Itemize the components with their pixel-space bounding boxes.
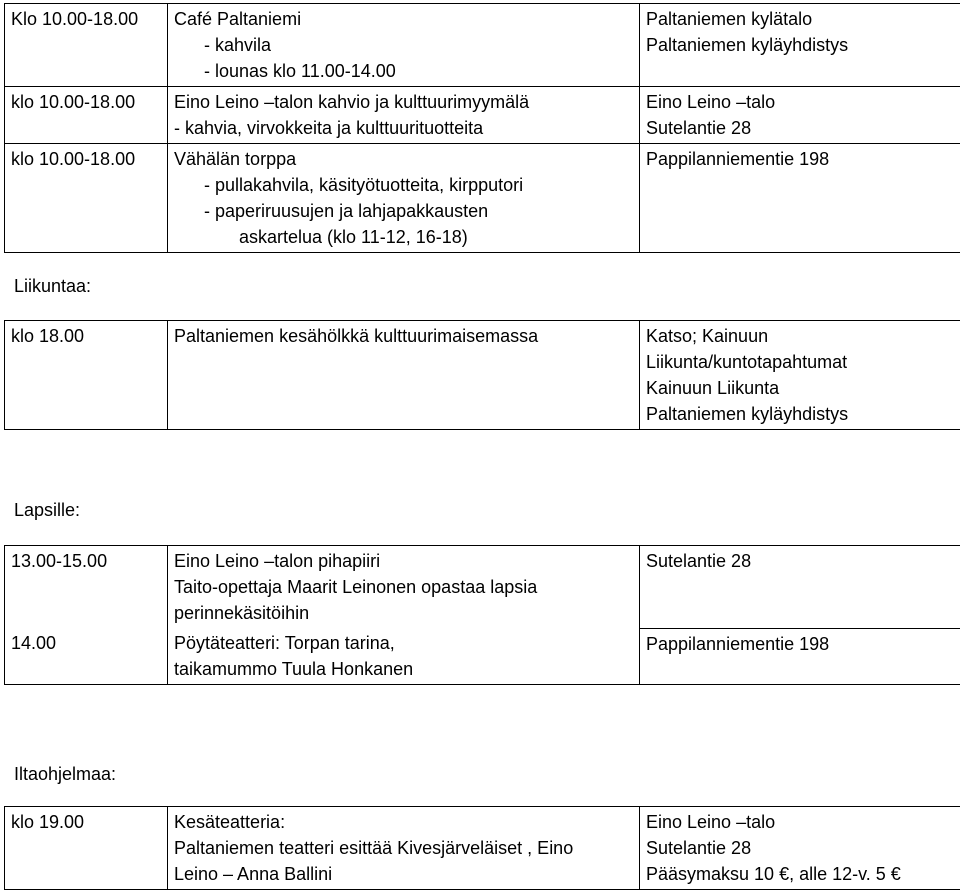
- time-cell: [5, 546, 168, 629]
- event-detail: - kahvila: [174, 32, 633, 58]
- event-title: Kesäteatteria:: [174, 809, 633, 835]
- place-line: Paltaniemen kylätalo: [646, 6, 960, 32]
- event-title: Paltaniemen kesähölkkä kulttuurimaisemassa: [174, 323, 633, 349]
- event-time: klo 18.00: [11, 323, 161, 349]
- place-line: Sutelantie 28: [646, 548, 960, 574]
- event-title: Eino Leino –talon pihapiiri: [174, 548, 633, 574]
- place-line: Sutelantie 28: [646, 835, 960, 861]
- time-cell: [5, 628, 168, 685]
- table-row: [5, 321, 960, 430]
- description-cell: [168, 87, 640, 144]
- event-title: Eino Leino –talon kahvio ja kulttuurimyymälä: [174, 89, 633, 115]
- place-cell: [640, 807, 960, 890]
- table-row: [5, 144, 960, 253]
- event-detail: - paperiruusujen ja lahjapakkausten: [174, 198, 633, 224]
- table-row: [5, 628, 960, 685]
- place-line: Eino Leino –talo: [646, 89, 960, 115]
- event-detail: askartelua (klo 11-12, 16-18): [174, 224, 633, 250]
- place-cell: [640, 144, 960, 253]
- event-detail: Leino – Anna Ballini: [174, 861, 633, 887]
- event-title: Vähälän torppa: [174, 146, 633, 172]
- place-line: Pappilanniementie 198: [646, 631, 960, 657]
- event-time: Klo 10.00-18.00: [11, 6, 161, 32]
- event-time: klo 19.00: [11, 809, 161, 835]
- description-cell: [168, 144, 640, 253]
- description-cell: [168, 321, 640, 430]
- event-detail: - kahvia, virvokkeita ja kulttuurituotteita: [174, 115, 633, 141]
- event-time: 13.00-15.00: [11, 548, 161, 574]
- lapsille-table: [4, 545, 960, 685]
- price-line: Pääsymaksu 10 €, alle 12-v. 5 €: [646, 861, 960, 887]
- place-cell: [640, 87, 960, 144]
- place-line: Paltaniemen kyläyhdistys: [646, 401, 960, 427]
- event-time: klo 10.00-18.00: [11, 146, 161, 172]
- place-line: Eino Leino –talo: [646, 809, 960, 835]
- description-cell: [168, 4, 640, 87]
- time-cell: [5, 807, 168, 890]
- place-line: Pappilanniementie 198: [646, 146, 960, 172]
- time-cell: [5, 144, 168, 253]
- table-row: [5, 4, 960, 87]
- table-row: [5, 87, 960, 144]
- time-cell: [5, 87, 168, 144]
- description-cell: [168, 628, 640, 685]
- section-heading-liikuntaa: Liikuntaa:: [14, 273, 91, 299]
- place-line: Liikunta/kuntotapahtumat: [646, 349, 960, 375]
- event-detail: perinnekäsitöihin: [174, 600, 633, 626]
- place-cell: [640, 546, 960, 629]
- section-heading-lapsille: Lapsille:: [14, 497, 80, 523]
- event-detail: Paltaniemen teatteri esittää Kivesjärveläiset , Eino: [174, 835, 633, 861]
- event-detail: - lounas klo 11.00-14.00: [174, 58, 633, 84]
- time-cell: [5, 321, 168, 430]
- event-detail: Taito-opettaja Maarit Leinonen opastaa lapsia: [174, 574, 633, 600]
- place-line: Sutelantie 28: [646, 115, 960, 141]
- table-row: [5, 807, 960, 890]
- event-title: Pöytäteatteri: Torpan tarina,: [174, 630, 633, 656]
- section-heading-iltaohjelmaa: Iltaohjelmaa:: [14, 761, 116, 787]
- place-cell: [640, 321, 960, 430]
- table-row: [5, 546, 960, 629]
- cafes-table: [4, 3, 960, 253]
- place-cell: [640, 628, 960, 685]
- event-detail: taikamummo Tuula Honkanen: [174, 656, 633, 682]
- place-cell: [640, 4, 960, 87]
- event-detail: - pullakahvila, käsityötuotteita, kirpputori: [174, 172, 633, 198]
- time-cell: [5, 4, 168, 87]
- event-time: 14.00: [11, 630, 161, 656]
- iltaohjelmaa-table: [4, 806, 960, 890]
- place-line: Paltaniemen kyläyhdistys: [646, 32, 960, 58]
- description-cell: [168, 546, 640, 629]
- event-title: Café Paltaniemi: [174, 6, 633, 32]
- description-cell: [168, 807, 640, 890]
- place-line: Kainuun Liikunta: [646, 375, 960, 401]
- liikuntaa-table: [4, 320, 960, 430]
- event-time: klo 10.00-18.00: [11, 89, 161, 115]
- place-line: Katso; Kainuun: [646, 323, 960, 349]
